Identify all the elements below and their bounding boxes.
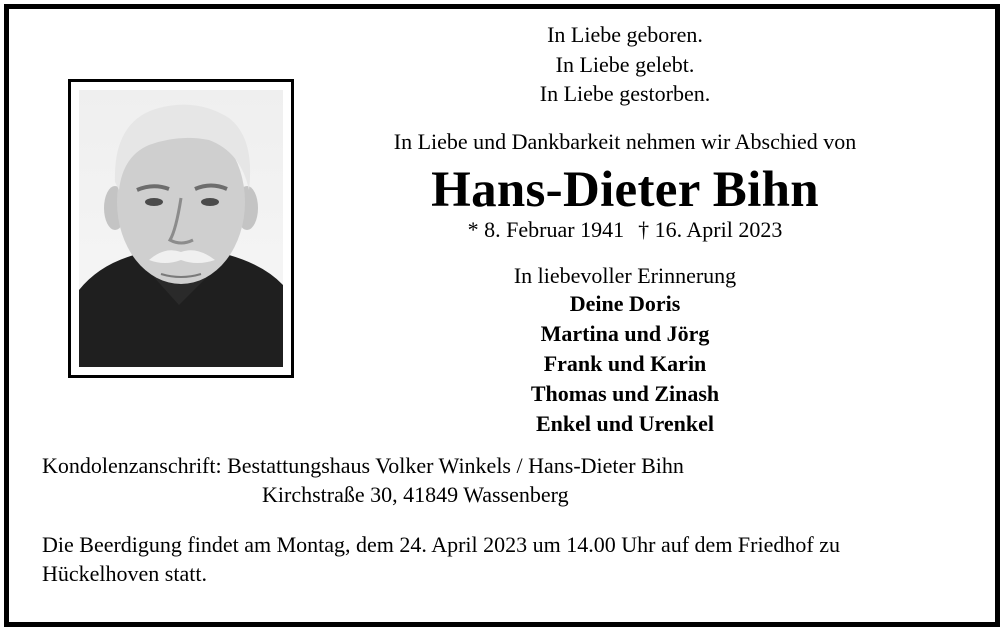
portrait-illustration <box>79 90 283 367</box>
mourner-name: Frank und Karin <box>543 351 707 376</box>
birth-date: * 8. Februar 1941 <box>467 217 625 242</box>
mourner-name: Thomas und Zinash <box>530 381 720 406</box>
portrait-photo <box>79 90 283 367</box>
motto-line-3: In Liebe gestorben. <box>539 81 711 106</box>
mourner-name: Deine Doris <box>569 291 681 316</box>
death-date: † 16. April 2023 <box>638 217 783 242</box>
condolence-address-line-1: Kondolenzanschrift: Bestattungshaus Volker Winkels / Hans-Dieter Bihn <box>42 453 684 478</box>
condolence-address-line-2: Kirchstraße 30, 41849 Wassenberg <box>262 482 569 507</box>
funeral-notice: Die Beerdigung findet am Montag, dem 24. April 2023 um 14.00 Uhr auf dem Friedhof zu Hückelhoven statt. <box>42 532 840 586</box>
portrait-frame <box>68 79 294 378</box>
mourner-name: Martina und Jörg <box>540 321 710 346</box>
farewell-intro: In Liebe und Dankbarkeit nehmen wir Abschied von <box>393 129 857 154</box>
remembrance-line: In liebevoller Erinnerung <box>513 263 737 288</box>
motto <box>330 20 920 109</box>
mourners-list <box>330 289 920 439</box>
mourner-name: Enkel und Urenkel <box>535 411 715 436</box>
motto-line-1: In Liebe geboren. <box>547 22 703 47</box>
motto-line-2: In Liebe gelebt. <box>555 51 695 77</box>
deceased-name: Hans-Dieter Bihn <box>431 162 819 218</box>
life-dates <box>330 216 920 244</box>
